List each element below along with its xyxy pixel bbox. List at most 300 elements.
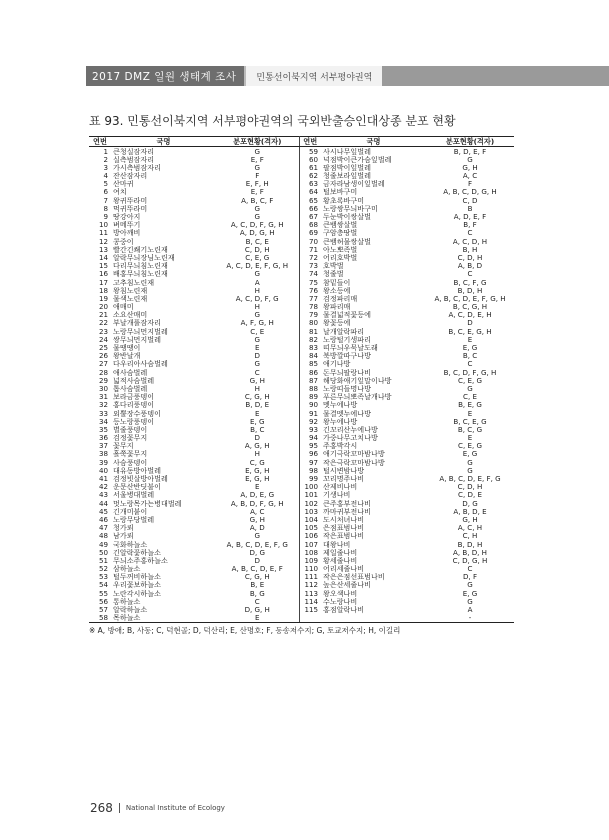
table-row: [89, 581, 514, 589]
distribution-grids: C: [467, 228, 473, 238]
table-row: [89, 597, 514, 605]
species-name: 다리무늬침노린재: [113, 261, 168, 270]
row-number: 97: [308, 458, 318, 467]
row-number: 53: [98, 572, 108, 581]
species-name: 애매미: [113, 302, 134, 311]
species-name: 제일줄나비: [323, 548, 358, 557]
species-name: 큰청실잠자리: [113, 146, 155, 156]
row-number: 96: [308, 449, 318, 459]
species-name: 도시처녀나비: [323, 515, 365, 524]
row-number: 32: [98, 400, 108, 409]
table-row: [89, 155, 514, 163]
distribution-grids: C: [216, 597, 299, 605]
table-row: [89, 204, 514, 212]
distribution-grids: H: [216, 450, 299, 458]
species-name: 왕귀뚜라미: [113, 196, 148, 205]
distribution-grids: C, E, G: [216, 253, 299, 261]
row-number: 46: [98, 515, 108, 524]
distribution-grids: G, H: [462, 515, 478, 524]
species-name: 홍다리풍뎅이: [113, 400, 155, 409]
row-number: 18: [98, 286, 108, 295]
species-name: 검정빗살방아벌레: [113, 474, 168, 483]
species-name: 외뿔장수풍뎅이: [113, 409, 161, 418]
row-number: 21: [98, 310, 108, 319]
distribution-grids: A, B, C, D, E, F, G, H: [434, 294, 506, 303]
table-row: [89, 245, 514, 253]
row-number: 65: [308, 196, 318, 205]
species-name: 목하늘소: [111, 614, 216, 623]
table-row: [89, 606, 514, 614]
table-row: [89, 344, 514, 352]
distribution-grids: C, D, E: [458, 490, 482, 500]
row-number: 59: [308, 146, 318, 156]
row-number: 105: [304, 523, 318, 532]
species-name: 다우리아사슴벌레: [113, 359, 168, 369]
species-name: 가중나무고치나방: [323, 433, 378, 442]
distribution-grids: G: [467, 155, 473, 164]
row-number: 33: [98, 409, 108, 418]
row-number: 20: [98, 302, 108, 311]
row-number: 3: [103, 163, 108, 172]
row-number: 61: [308, 163, 318, 172]
table-row: [89, 221, 514, 229]
row-number: 69: [308, 228, 318, 238]
species-name: 먹귀뚜라미: [113, 204, 148, 213]
col-header-species: 국명: [111, 137, 216, 147]
row-number: 103: [304, 507, 318, 516]
species-name: 황세줄나비: [323, 556, 358, 565]
row-number: 24: [98, 335, 108, 344]
distribution-grids: C, E, G: [458, 376, 482, 385]
row-number: 17: [98, 278, 108, 287]
table-row: [89, 180, 514, 188]
row-number: 70: [308, 237, 318, 246]
distribution-grids: -: [426, 614, 514, 623]
species-name: 왕침노린재: [113, 286, 148, 295]
row-number: 55: [98, 589, 108, 598]
distribution-grids: A, C: [216, 507, 299, 515]
species-name: 어리세줄나비: [323, 564, 365, 573]
distribution-grids: A, D, G, H: [216, 229, 299, 237]
row-number: 89: [308, 392, 318, 401]
row-number: 86: [308, 368, 318, 377]
table-row: [89, 286, 514, 294]
distribution-grids: G: [216, 311, 299, 319]
table-row: [89, 548, 514, 556]
species-name: 수노랑나비: [323, 597, 358, 606]
row-number: 51: [98, 556, 108, 565]
distribution-grids: B, D, H: [457, 540, 483, 549]
species-name: 황초록바구미: [323, 196, 365, 205]
table-row: [89, 278, 514, 286]
row-number: 28: [98, 368, 108, 377]
distribution-grids: B: [467, 204, 473, 213]
row-number: 45: [98, 507, 108, 516]
species-name: 애사슴벌레: [113, 368, 148, 377]
row-number: 2: [103, 155, 108, 164]
distribution-grids: B, D, H: [457, 286, 483, 295]
table-row: [89, 483, 514, 491]
row-number: 35: [98, 425, 108, 434]
distribution-grids: E: [216, 614, 299, 623]
row-number: 102: [304, 499, 318, 508]
row-number: 10: [98, 220, 108, 229]
table-row: [89, 376, 514, 384]
footer-divider: [119, 803, 120, 813]
distribution-grids: A, D, E, G: [216, 491, 299, 499]
row-number: 101: [304, 490, 318, 500]
distribution-grids: G, H: [216, 376, 299, 384]
row-number: 77: [308, 294, 318, 303]
species-name: 왕오색나비: [323, 589, 358, 598]
table-row: [89, 466, 514, 474]
distribution-grids: G: [467, 580, 473, 590]
institute-name: National Institute of Ecology: [125, 804, 225, 812]
row-number: 31: [98, 392, 108, 401]
row-number: 60: [308, 155, 318, 164]
species-name: 청줄보라잎벌레: [323, 171, 371, 180]
distribution-grids: B, D, E, F: [453, 146, 487, 156]
row-number: 36: [98, 433, 108, 442]
species-name: 물결멧누에나방: [323, 409, 371, 418]
distribution-grids: B, E: [216, 581, 299, 589]
table-row: [89, 450, 514, 458]
row-number: 27: [98, 359, 108, 369]
row-number: 44: [98, 499, 108, 508]
section-title: 민통선이북지역 서부평야권역: [244, 66, 382, 86]
row-number: [299, 614, 321, 623]
distribution-grids: B, G: [216, 589, 299, 597]
species-name: 서울병대벌레: [113, 490, 155, 500]
species-name: 작은은점선표범나비: [323, 572, 385, 581]
species-name: 보라금풍뎅이: [113, 392, 155, 401]
table-row: [89, 319, 514, 327]
row-number: 87: [308, 376, 318, 385]
row-number: 57: [98, 605, 108, 614]
table-row: [89, 368, 514, 376]
row-number: 104: [304, 515, 318, 524]
distribution-grids: G: [467, 597, 473, 606]
distribution-grids: H: [216, 303, 299, 311]
table-row: [89, 311, 514, 319]
species-name: 작은표범나비: [323, 531, 365, 540]
table-row: [89, 335, 514, 343]
species-name: 털보바구미: [323, 187, 358, 197]
distribution-grids: G, H: [462, 163, 478, 172]
species-name: 꼬리명주나비: [323, 474, 365, 483]
row-number: 9: [103, 212, 108, 221]
species-name: 참밑들이: [323, 278, 351, 287]
distribution-grids: A, B, C, F: [216, 196, 299, 204]
col-header-species: 국명: [321, 137, 426, 147]
row-number: 83: [308, 343, 318, 352]
row-number: 88: [308, 384, 318, 393]
distribution-grids: E, G: [462, 589, 478, 598]
row-number: 5: [103, 179, 108, 188]
species-name: 무늬소주홍하늘소: [113, 556, 168, 565]
page-footer: [90, 801, 225, 815]
species-name: 호박벌: [323, 261, 344, 270]
distribution-grids: A, C, D, F, G: [216, 294, 299, 302]
table-row: [89, 409, 514, 417]
row-number: 47: [98, 523, 108, 532]
distribution-grids: G: [216, 532, 299, 540]
table-row: [89, 270, 514, 278]
table-row: [89, 352, 514, 360]
distribution-grids: E, F, H: [216, 180, 299, 188]
row-number: 30: [98, 384, 108, 393]
distribution-grids: D: [216, 556, 299, 564]
distribution-grids: E, F: [216, 188, 299, 196]
species-name: 노랑쌍무늬바구미: [323, 204, 378, 213]
species-name: 왕파리매: [323, 302, 351, 311]
table-row: [89, 401, 514, 409]
row-number: 81: [308, 327, 318, 336]
row-number: 75: [308, 278, 318, 287]
distribution-grids: E, G, H: [216, 475, 299, 483]
distribution-grids: C, D, H: [216, 245, 299, 253]
distribution-grids: C, D, H: [457, 253, 483, 262]
row-number: 92: [308, 417, 318, 426]
distribution-grids: B, C, D, F, G, H: [443, 368, 497, 377]
table-row: [89, 499, 514, 507]
species-name: 산제비나비: [323, 482, 358, 491]
species-name: 배홍무늬침노린재: [113, 269, 168, 278]
distribution-grids: A, B, C, D, E, F: [216, 565, 299, 573]
row-number: 91: [308, 409, 318, 418]
row-number: 8: [103, 204, 108, 213]
table-row: [89, 188, 514, 196]
distribution-grids: C: [467, 269, 473, 278]
table-row: [89, 262, 514, 270]
row-number: 16: [98, 269, 108, 278]
species-name: 작은극락꼬마밤나방: [323, 458, 385, 467]
row-number: 63: [308, 179, 318, 188]
species-name: 구암층땅벌: [323, 228, 358, 238]
row-number: 42: [98, 482, 108, 491]
species-name: 빨간긴쐐기노린재: [113, 245, 168, 254]
species-name: 북방깔따구나방: [323, 351, 371, 360]
distribution-grids: G: [216, 213, 299, 221]
species-name: 땅강아지: [113, 212, 141, 221]
species-name: 큰뱀허물쌍살벌: [323, 237, 371, 246]
distribution-grids: D, F: [462, 572, 478, 581]
distribution-grids: A, D, E, F: [453, 212, 487, 221]
species-name: 남가뢰: [113, 531, 134, 540]
distribution-grids: G: [216, 163, 299, 171]
row-number: 58: [89, 614, 111, 623]
species-name: 노랑띠들명나방: [323, 384, 371, 393]
species-name: 왕누에나방: [323, 417, 358, 426]
distribution-grids: G: [216, 147, 299, 156]
species-name: 물색노린재: [113, 294, 148, 303]
row-number: 15: [98, 261, 108, 270]
distribution-grids: B, D, E: [216, 401, 299, 409]
row-number: 26: [98, 351, 108, 360]
table-row: [89, 425, 514, 433]
distribution-grids: A, F, G, H: [216, 319, 299, 327]
species-name: 청가뢰: [113, 523, 134, 532]
distribution-grids: A, G, H: [216, 442, 299, 450]
table-row: [89, 417, 514, 425]
table-row: [89, 172, 514, 180]
table-caption: 표 93. 민통선이북지역 서부평야권역의 국외반출승인대상종 분포 현황: [89, 114, 456, 128]
table-row: [89, 237, 514, 245]
table-row: [89, 253, 514, 261]
table-row: [89, 573, 514, 581]
table-row: [89, 540, 514, 548]
table-body: [89, 147, 514, 623]
distribution-grids: E, F: [216, 155, 299, 163]
table-row: [89, 196, 514, 204]
species-name: 삼하늘소: [113, 564, 141, 573]
page-number: 268: [90, 801, 113, 815]
distribution-grids: A, B, C, D, G, H: [443, 187, 497, 197]
table-row: [89, 556, 514, 564]
row-number: 111: [304, 572, 318, 581]
species-name: 물땡땡이: [113, 343, 141, 352]
distribution-grids: A, B, D, E: [453, 507, 487, 516]
species-name: 알락무늬장님노린재: [113, 253, 175, 262]
row-number: 114: [304, 597, 318, 606]
distribution-grids: B, C: [462, 351, 478, 360]
row-number: 82: [308, 335, 318, 344]
distribution-grids: G: [216, 270, 299, 278]
table-row: [89, 229, 514, 237]
row-number: 7: [103, 196, 108, 205]
distribution-grids: H: [216, 384, 299, 392]
row-number: 4: [103, 171, 108, 180]
species-name: 까마귀부전나비: [323, 507, 371, 516]
distribution-grids: E, G: [462, 343, 478, 352]
distribution-grids: E: [467, 433, 473, 442]
species-name: 홍점알락나비: [323, 605, 365, 614]
species-name: 왕꽃등에: [323, 318, 351, 328]
species-name: 넓적사슴벌레: [113, 376, 155, 385]
distribution-grids: B, H: [462, 245, 478, 254]
distribution-grids: C, G, H: [216, 393, 299, 401]
table-row: [89, 384, 514, 392]
distribution-grids: A, D: [216, 524, 299, 532]
row-number: 99: [308, 474, 318, 483]
distribution-grids: G: [216, 335, 299, 343]
running-header: [86, 66, 609, 86]
row-number: 90: [308, 400, 318, 409]
species-name: 주홍박각시: [323, 441, 358, 450]
table-row: [89, 213, 514, 221]
species-name: 우리꽃보하늘소: [113, 580, 161, 590]
table-row: [89, 163, 514, 171]
distribution-grids: A, C, D, F, G, H: [216, 221, 299, 229]
row-number: 98: [308, 466, 318, 475]
row-number: 71: [308, 245, 318, 254]
species-name: 사시나무잎벌레: [323, 146, 371, 156]
row-number: 56: [98, 597, 108, 606]
distribution-grids: B, C, E, G, H: [448, 327, 492, 336]
species-name: 왕반날개: [113, 351, 141, 360]
distribution-grids: G: [216, 360, 299, 368]
distribution-grids: B, C, G: [457, 425, 483, 434]
species-name: 돈무늬팔랑나비: [323, 368, 371, 377]
species-name: 여치: [113, 187, 127, 197]
species-name: 띠무늬우묵날도래: [323, 343, 378, 352]
species-name: 금자라남생이잎벌레: [323, 179, 385, 188]
row-number: 76: [308, 286, 318, 295]
species-name: 긴알락꽃하늘소: [113, 548, 161, 557]
distribution-grids: E: [216, 483, 299, 491]
distribution-grids: C: [467, 359, 473, 369]
distribution-grids: A, C, H: [457, 523, 483, 532]
row-number: 115: [304, 605, 318, 614]
species-name: 멋노랑목가는병대벌레: [113, 499, 182, 508]
distribution-grids: C, G, H: [216, 573, 299, 581]
row-number: 13: [98, 245, 108, 254]
distribution-grids: G, H: [216, 515, 299, 523]
table-row: [89, 491, 514, 499]
distribution-grids: D: [216, 352, 299, 360]
col-header-distribution: 분포현황(격자): [216, 137, 299, 147]
species-name: 대유동방아벌레: [113, 466, 161, 475]
row-number: 22: [98, 318, 108, 328]
row-number: 25: [98, 343, 108, 352]
species-name: 고추침노린재: [113, 278, 155, 287]
species-name: [321, 614, 426, 623]
distribution-grids: E: [216, 344, 299, 352]
distribution-grids: B, F: [463, 220, 477, 229]
distribution-grids: A, B, D, H: [452, 548, 488, 557]
species-name: 검정꽃무지: [113, 433, 148, 442]
distribution-grids: B, C, E: [216, 237, 299, 245]
row-number: 110: [304, 564, 318, 573]
row-number: 34: [98, 417, 108, 426]
distribution-grids: F: [467, 179, 473, 188]
distribution-grids: C, D, G, H: [452, 556, 488, 565]
col-header-distribution: 분포현황(격자): [426, 137, 514, 147]
distribution-grids: D: [467, 318, 473, 328]
species-name: 기생나비: [323, 490, 351, 500]
distribution-grids: G: [467, 466, 473, 475]
species-name: 노란각시하늘소: [113, 589, 161, 598]
table-row: [89, 303, 514, 311]
row-number: 39: [98, 458, 108, 467]
table-row: [89, 434, 514, 442]
table-row: [89, 532, 514, 540]
table-row: [89, 515, 514, 523]
row-number: 50: [98, 548, 108, 557]
row-number: 40: [98, 466, 108, 475]
row-number: 66: [308, 204, 318, 213]
distribution-grids: C, G: [216, 458, 299, 466]
row-number: 84: [308, 351, 318, 360]
distribution-grids: D, G, H: [216, 606, 299, 614]
species-name: 팔점박이잎벌레: [323, 163, 371, 172]
row-number: 109: [304, 556, 318, 565]
row-number: 14: [98, 253, 108, 262]
species-name: 푸른무늬뽀족날개나방: [323, 392, 392, 401]
distribution-grids: F: [216, 172, 299, 180]
distribution-grids: C: [467, 564, 473, 573]
distribution-grids: A, C, D, E, H: [448, 310, 492, 319]
species-name: 사슴풍뎅이: [113, 458, 148, 467]
species-name: 왕소등에: [323, 286, 351, 295]
table-row: [89, 294, 514, 302]
table-row: [89, 589, 514, 597]
row-number: 100: [304, 482, 318, 491]
distribution-grids: B, C, G, H: [452, 302, 488, 311]
row-number: 112: [304, 580, 318, 590]
distribution-grids: E, G: [462, 449, 478, 459]
distribution-grids: D, G: [462, 499, 478, 508]
